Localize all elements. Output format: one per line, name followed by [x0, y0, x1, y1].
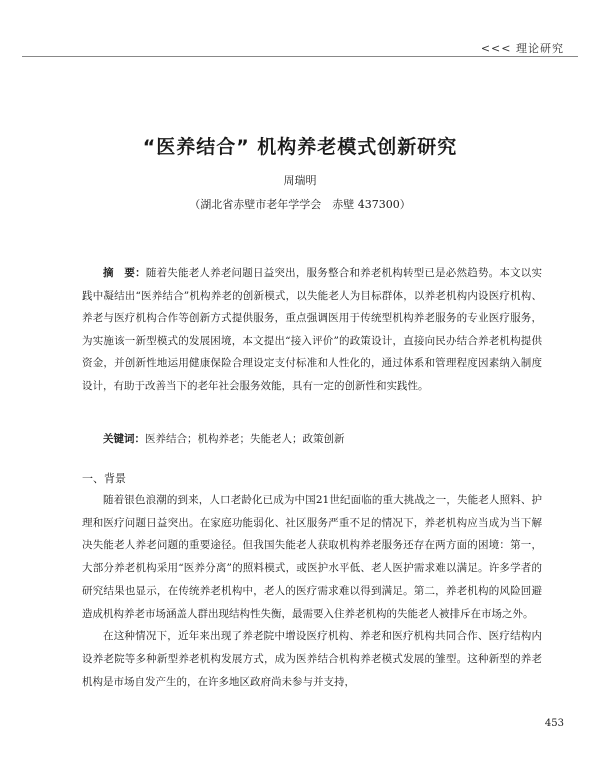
body-paragraph: 随着银色浪潮的到来，人口老龄化已成为中国21世纪面临的重大挑战之一，失能老人照料、护理和医疗问题日益突出。在家庭功能弱化、社区服务严重不足的情况下，养老机构应当成为当下解决失能老人养老问题的重要途径。但我国失能老人获取机构养老服务还存在两方面的困境：第一，大部分养老机构采用“医养分离”的照料模式，或医护水平低、老人医护需求难以满足。许多学者的研究结果也显示，在传统养老机构中，老人的医疗需求难以得到满足。第二，养老机构的风险回避造成机构养老市场涵盖人群出现结构性失衡，最需要入住养老机构的失能老人被排斥在市场之外。: [82, 494, 542, 620]
keywords-label: 关键词：: [103, 433, 145, 445]
section-heading: 一、背景: [82, 472, 126, 485]
author-affiliation: （湖北省赤壁市老年学学会 赤壁 437300）: [189, 198, 411, 211]
article-title: “医养结合” 机构养老模式创新研究: [142, 136, 458, 158]
keywords: [82, 428, 542, 450]
running-header: <<< 理论研究: [480, 42, 564, 55]
abstract: [82, 262, 542, 397]
body-paragraph: 在这种情况下，近年来出现了养老院中增设医疗机构、养老和医疗机构共同合作、医疗结构内设养老院等多种新型养老机构发展方式，成为医养结合机构养老模式发展的雏型。这种新型的养老机构是市场自发产生的，在许多地区政府尚未参与并支持，: [82, 630, 542, 688]
abstract-text: 随着失能老人养老问题日益突出，服务整合和养老机构转型已是必然趋势。本文以实践中凝结出“医养结合”机构养老的创新模式，以失能老人为目标群体，以养老机构内设医疗机构、养老与医疗机构合作等创新方式提供服务，重点强调医用于传统型机构养老服务的专业医疗服务，为实施该一新型模式的发展困境，本文提出“接入评价”的政策设计，直接向民办结合养老机构提供资金，并创新性地运用健康保险合理设定支付标准和人性化的，通过体系和管理程度因素纳入制度设计，有助于改善当下的老年社会服务效能，具有一定的创新性和实践性。: [82, 267, 543, 392]
abstract-label: 摘 要：: [103, 267, 146, 279]
page-number: 453: [544, 718, 564, 729]
keywords-text: 医养结合；机构养老；失能老人；政策创新: [145, 433, 345, 445]
body-text: [82, 489, 542, 693]
header-divider: [22, 56, 578, 57]
author-name: 周瑞明: [283, 174, 317, 187]
